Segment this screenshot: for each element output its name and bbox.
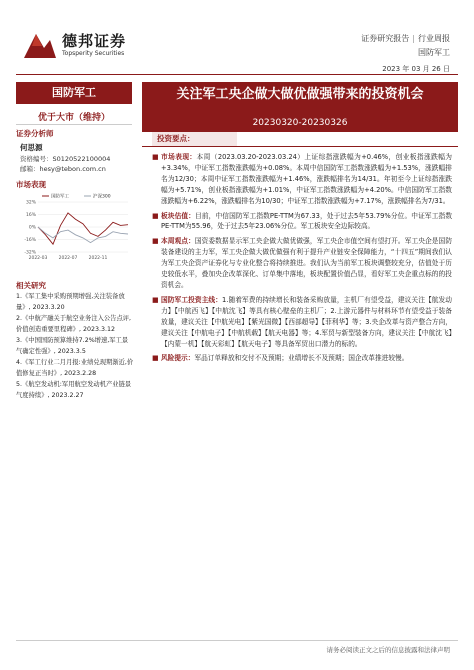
market-trend-chart <box>16 192 132 264</box>
brand-name-en: Topsperity Securities <box>62 50 125 57</box>
paragraph-view <box>152 236 452 291</box>
report-date: 2023 年 03 月 26 日 <box>378 64 450 74</box>
x-tick-label: 2022-03 <box>28 256 48 261</box>
paragraph-market <box>152 152 452 207</box>
legend-label: 国防军工 <box>51 194 69 200</box>
left-divider <box>16 124 132 125</box>
x-tick-label: 2022-07 <box>58 256 78 261</box>
report-meta: 证券研究报告 | 行业周报 国防军工 <box>361 34 450 57</box>
y-tick-label: -16% <box>24 238 36 244</box>
doc-type: 证券研究报告 <box>361 34 410 43</box>
paragraph-valuation <box>152 211 452 233</box>
related-item[interactable]: 1.《军工集中采购预期增强,关注装备放量》, 2023.3.20 <box>16 293 125 311</box>
bullet-icon: ■ <box>152 354 159 363</box>
para-lead: 板块估值： <box>161 211 196 220</box>
related-item[interactable]: 3.《中国国防预算维持7.2%增速,军工景气确定性强》, 2023.3.5 <box>16 337 129 355</box>
bullet-icon: ■ <box>152 211 159 220</box>
body-rule <box>142 146 458 147</box>
y-tick-label: 32% <box>25 200 36 206</box>
para-text: 目前，中信国防军工指数PE-TTM为67.33，处于过去5年53.79%分位。中证军工指数PE-TTM为55.96，处于过去5年23.06%分位。军工板块安全边际较高。 <box>161 211 453 231</box>
series-line-csi300 <box>38 227 128 243</box>
related-research-list <box>16 292 134 402</box>
para-lead: 市场表现： <box>161 153 197 161</box>
logo-mark-icon <box>22 30 58 60</box>
bullet-icon: ■ <box>152 295 159 304</box>
para-lead: 国防军工投资主线： <box>161 295 222 304</box>
para-text: 1.随着军费的持续增长和装备采购放量，主机厂有望受益，建议关注【航发动力】【中航西飞】【中航沈飞】等具有核心壁垒的主机厂；2.上游元器件与材料环节有望受益于装备放量，建议关注【中航光电】【紫光国微】【西部超导】【菲利华】等；3.央企改革与资产整合方向，建议关注【中航电子】【中航机载】【航天电器】等；4.军贸与新型装备方向，建议关注【中航沈飞】【内蒙一机】【航天彩虹】【航天电子】等具备军贸出口潜力的标的。 <box>161 295 452 348</box>
legend-label: 沪深300 <box>93 194 111 200</box>
analyst-name: 何思源 <box>20 143 43 152</box>
report-period: 20230320-20230326 <box>252 118 348 128</box>
related-research-heading: 相关研究 <box>16 281 46 290</box>
report-title: 关注军工央企做大做优做强带来的投资机会 <box>176 87 424 102</box>
para-lead: 风险提示： <box>161 354 195 363</box>
header-rule <box>16 74 458 75</box>
para-text: 本周（2023.03.20-2023.03.24）上证综指涨跌幅为+0.46%，创业板指涨跌幅为+3.34%，中证军工指数涨跌幅为+0.08%。本周中信国防军工指数涨跌幅为+1.53%，涨跌幅排名为12/30；本周中证军工指数涨跌幅为+1.46%，涨跌幅排名为14/31。年初至今上证综指涨跌幅为+5.71%，创业板指涨跌幅为+1.01%，中证军工指数涨跌幅为+4.20%。中信国防军工指数涨跌幅为+6.22%，涨跌幅排名为10/30；中证军工指数涨跌幅为+7.17%，涨跌幅排名为7/31。 <box>161 153 452 205</box>
footer-disclaimer: 请务必阅读正文之后的信息披露和法律声明 <box>326 646 450 654</box>
y-tick-label: -32% <box>24 250 36 256</box>
related-item[interactable]: 4.《军工行业二月月报:业绩兑现期渐近,价值修复正当时》, 2023.2.28 <box>16 359 134 377</box>
y-tick-label: 0% <box>28 225 36 231</box>
report-body <box>152 152 452 368</box>
paragraph-risk <box>152 353 452 364</box>
sector-label: 国防军工 <box>16 82 132 104</box>
market-trend-heading: 市场表现 <box>16 180 46 189</box>
footer-rule <box>16 640 458 641</box>
report-type: 行业周报 <box>418 34 450 43</box>
paragraph-themes <box>152 295 452 350</box>
analyst-heading: 证券分析师 <box>16 129 54 138</box>
related-item[interactable]: 2.《中航产融关于航空业务注入公告点评,价值创造重要里程碑》, 2023.3.12 <box>16 315 132 333</box>
x-tick-label: 2022-11 <box>88 256 108 261</box>
bullet-icon: ■ <box>152 237 159 246</box>
y-tick-label: 16% <box>25 213 36 219</box>
section-heading: 投资要点： <box>152 132 237 146</box>
bullet-icon: ■ <box>152 153 159 161</box>
analyst-cert: 资格编号：S0120522100004 <box>20 155 111 163</box>
related-item[interactable]: 5.《航空发动机:军用航空发动机产业链景气度持续》, 2023.2.27 <box>16 381 132 399</box>
header-sector: 国防军工 <box>418 48 450 57</box>
para-text: 军品订单释放和交付不及预期；业绩增长不及预期；国企改革推进较慢。 <box>194 354 409 363</box>
analyst-email: 邮箱：hesy@tebon.com.cn <box>20 165 106 173</box>
para-text: 国资委数据显示军工央企做大做优做强，军工央企市值空间有望打开。军工央企是国防装备建设的主力军，军工央企做大做优做强有利于提升产业链安全保障能力，“十四五”期间我们认为军工央企资产证券化与专业化整合将持续推进。我们认为当前军工板块调整较充分，估值处于历史较低水平，叠加央企改革深化、订单集中落地，板块配置价值凸显，看好军工央企重点标的的投资机会。 <box>161 237 453 289</box>
rating: 优于大市（维持） <box>37 113 110 123</box>
para-lead: 本周观点： <box>161 237 195 246</box>
brand-name: 德邦证券 <box>62 32 127 50</box>
